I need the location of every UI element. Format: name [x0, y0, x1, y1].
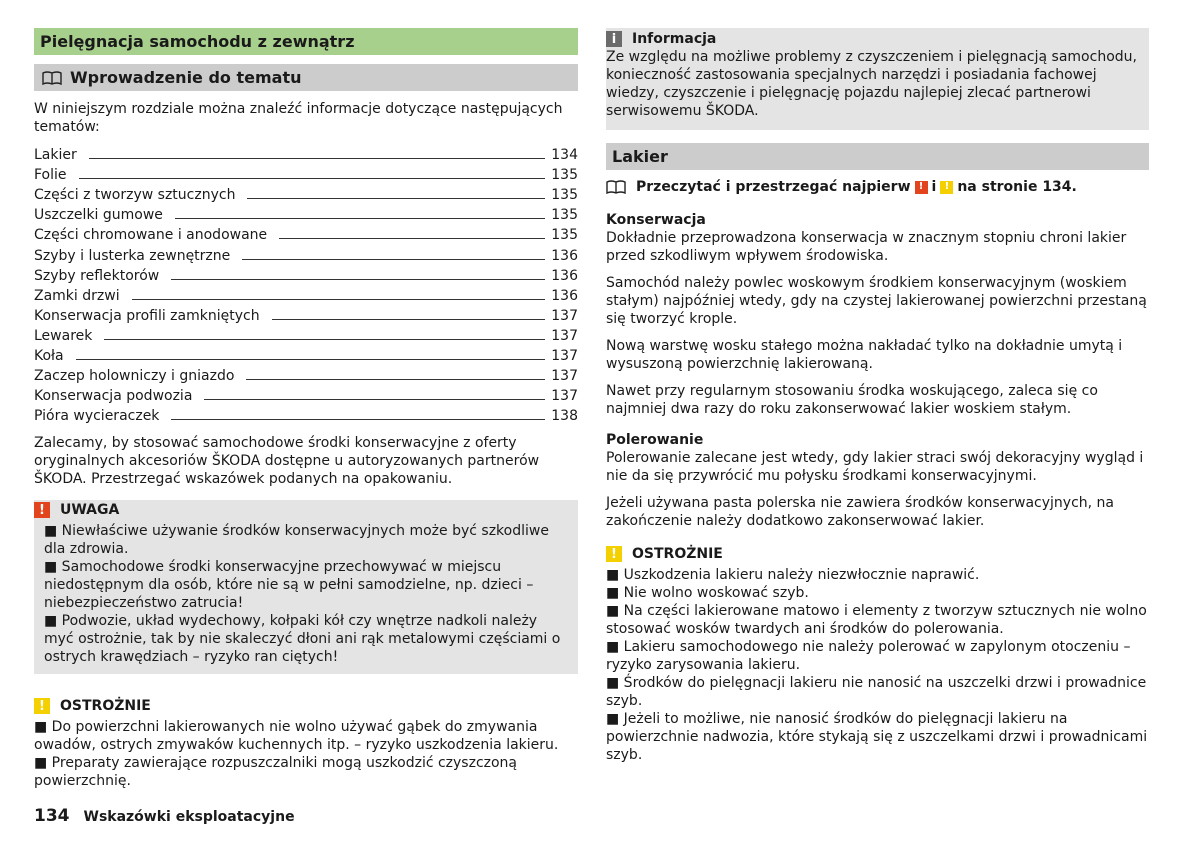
page-number: 134 — [34, 806, 70, 826]
recommend-text: Zalecamy, by stosować samochodowe środki konserwacyjne z oferty oryginalnych akcesoriów ŠKODA dostępne u autoryzowanych partnerów ŠKODA. Przestrzegać wskazówek podanych na opakowaniu. — [34, 435, 540, 488]
toc-page: 137 — [551, 348, 578, 365]
toc-page: 137 — [551, 368, 578, 385]
toc-page: 137 — [551, 307, 578, 324]
info-title: Informacja — [632, 31, 717, 47]
warning-header — [34, 500, 578, 520]
warning-title: UWAGA — [60, 502, 120, 519]
left-column — [34, 28, 578, 790]
warning-item: ■ Podwozie, układ wydechowy, kołpaki kół czy wnętrze nadkoli należy myć ostrożnie, tak by nie skaleczyć dłoni ani rąk metalowymi częściami o ostrych krawędziach – ryzyko ran ciętych! — [44, 613, 561, 666]
section-title-bar — [34, 28, 578, 55]
toc-row — [34, 285, 578, 305]
toc-row — [34, 365, 578, 385]
toc-label: Uszczelki gumowe — [34, 207, 163, 224]
toc-label: Pióra wycieraczek — [34, 408, 160, 425]
polerowanie-title: Polerowanie — [606, 432, 704, 448]
toc-row — [34, 164, 578, 184]
caution-block — [34, 696, 578, 790]
intro-text: W niniejszym rozdziale można znaleźć informacje dotyczące następujących tematów: — [34, 101, 563, 135]
toc-row — [34, 244, 578, 264]
caution-item: ■ Lakieru samochodowego nie należy polerować w zapylonym otoczeniu – ryzyko zarysowania lakieru. — [606, 639, 1131, 673]
toc-row — [34, 405, 578, 425]
caution-header — [606, 544, 1149, 564]
toc-page: 134 — [551, 147, 578, 164]
toc-leader-line — [247, 198, 545, 199]
toc-page: 135 — [551, 207, 578, 224]
toc-leader-line — [89, 158, 546, 159]
toc-label: Części chromowane i anodowane — [34, 227, 268, 244]
warning-icon: ! — [34, 502, 50, 518]
caution-item: ■ Środków do pielęgnacji lakieru nie nanosić na uszczelki drzwi i prowadnice szyb. — [606, 675, 1147, 709]
warning-item: ■ Samochodowe środki konserwacyjne przechowywać w miejscu niedostępnym dla osób, które nie są w pełni samodzielne, np. dzieci – niebezpieczeństwo zatrucia! — [44, 559, 534, 612]
book-icon — [42, 71, 62, 85]
footer-section: Wskazówki eksploatacyjne — [83, 809, 295, 825]
caution-header — [34, 696, 578, 716]
read-first-note — [606, 178, 1149, 196]
toc-leader-line — [104, 339, 545, 340]
toc-leader-line — [204, 399, 545, 400]
konserwacja-p4: Nawet przy regularnym stosowaniu środka woskującego, zaleca się co najmniej dwa razy do roku zakonserwować lakier woskiem stałym. — [606, 383, 1098, 417]
caution-item: ■ Jeżeli to możliwe, nie nanosić środków do pielęgnacji lakieru na powierzchnie nadwozia, które stykają się z uszczelkami drzwi i prowadnicami szyb. — [606, 711, 1148, 763]
toc-label: Zaczep holowniczy i gniazdo — [34, 368, 235, 385]
konserwacja-p1: Dokładnie przeprowadzona konserwacja w znacznym stopniu chroni lakier przed szkodliwym wpływem środowiska. — [606, 230, 1127, 264]
polerowanie-p1: Polerowanie zalecane jest wtedy, gdy lakier straci swój dekoracyjny wygląd i nie da się przywrócić mu połysku środkami konserwacyjnymi. — [606, 450, 1144, 484]
toc-page: 135 — [551, 167, 578, 184]
caution-title: OSTROŻNIE — [632, 546, 723, 562]
toc-leader-line — [272, 319, 546, 320]
caution-icon: ! — [34, 698, 50, 714]
toc-label: Lakier — [34, 147, 77, 164]
read-first-mid: i — [931, 179, 937, 195]
caution-item: ■ Nie wolno woskować szyb. — [606, 585, 809, 601]
toc-row — [34, 345, 578, 365]
polerowanie-p2: Jeżeli używana pasta polerska nie zawiera środków konserwacyjnych, na zakończenie należy dodatkowo zakonserwować lakier. — [606, 495, 1114, 529]
toc-leader-line — [279, 238, 545, 239]
lakier-title: Lakier — [612, 147, 668, 166]
read-first-after: na stronie 134. — [957, 179, 1077, 195]
konserwacja-p3: Nową warstwę wosku stałego można nakładać tylko na dokładnie umytą i wysuszoną powierzchnię lakierowaną. — [606, 338, 1123, 372]
konserwacja-title: Konserwacja — [606, 212, 706, 228]
toc-page: 136 — [551, 287, 578, 304]
konserwacja-p2: Samochód należy powlec woskowym środkiem konserwacyjnym (woskiem stałym) najpóźniej wtedy, gdy na czystej lakierowanej powierzchni przestaną się tworzyć krople. — [606, 275, 1147, 327]
toc-leader-line — [171, 419, 545, 420]
toc-page: 137 — [551, 388, 578, 405]
toc-leader-line — [76, 359, 546, 360]
toc-row — [34, 325, 578, 345]
info-header — [606, 30, 1149, 48]
toc-row — [34, 224, 578, 244]
toc-leader-line — [246, 379, 545, 380]
toc-label: Szyby reflektorów — [34, 267, 160, 284]
intro-title: Wprowadzenie do tematu — [70, 68, 302, 87]
toc-row — [34, 204, 578, 224]
toc-label: Części z tworzyw sztucznych — [34, 187, 236, 204]
caution-item: ■ Uszkodzenia lakieru należy niezwłocznie naprawić. — [606, 567, 980, 583]
toc-leader-line — [171, 279, 545, 280]
toc-row — [34, 184, 578, 204]
section-title: Pielęgnacja samochodu z zewnątrz — [40, 32, 355, 51]
toc-row — [34, 305, 578, 325]
toc-leader-line — [242, 259, 545, 260]
read-first-before: Przeczytać i przestrzegać najpierw — [636, 179, 911, 195]
toc-label: Koła — [34, 348, 64, 365]
toc-label: Konserwacja podwozia — [34, 388, 193, 405]
info-box — [606, 28, 1149, 130]
caution-icon: ! — [606, 546, 622, 562]
toc-label: Lewarek — [34, 327, 93, 344]
toc-leader-line — [132, 299, 546, 300]
intro-title-bar — [34, 64, 578, 91]
toc-page: 136 — [551, 267, 578, 284]
page-footer — [34, 806, 295, 826]
toc-page: 137 — [551, 327, 578, 344]
warning-box — [34, 500, 578, 674]
info-text: Ze względu na możliwe problemy z czyszczeniem i pielęgnacją samochodu, konieczność zastosowania specjalnych narzędzi i posiadania fachowej wiedzy, czyszczenie i pielęgnację pojazdu najlepiej zlecać partnerowi serwisowemu ŠKODA. — [606, 49, 1137, 119]
toc-page: 135 — [551, 187, 578, 204]
toc-leader-line — [79, 178, 546, 179]
toc-page: 136 — [551, 247, 578, 264]
lakier-caution-block — [606, 544, 1149, 764]
toc-label: Szyby i lusterka zewnętrzne — [34, 247, 231, 264]
toc-label: Konserwacja profili zamkniętych — [34, 307, 260, 324]
toc-label: Zamki drzwi — [34, 287, 120, 304]
warning-item: ■ Niewłaściwe używanie środków konserwacyjnych może być szkodliwe dla zdrowia. — [44, 523, 549, 558]
toc-row — [34, 144, 578, 164]
toc-page: 135 — [551, 227, 578, 244]
table-of-contents — [34, 144, 578, 425]
warning-ref-icon: ! — [915, 181, 928, 194]
book-icon — [606, 180, 626, 194]
toc-row — [34, 385, 578, 405]
toc-page: 138 — [551, 408, 578, 425]
lakier-title-bar — [606, 143, 1149, 170]
toc-row — [34, 265, 578, 285]
info-icon: i — [606, 31, 622, 47]
caution-ref-icon: ! — [940, 181, 953, 194]
caution-item: ■ Na części lakierowane matowo i elementy z tworzyw sztucznych nie wolno stosować wosków twardych ani środków do polerowania. — [606, 603, 1147, 637]
toc-label: Folie — [34, 167, 67, 184]
caution-item: ■ Preparaty zawierające rozpuszczalniki mogą uszkodzić czyszczoną powierzchnię. — [34, 755, 518, 790]
right-column — [606, 28, 1149, 764]
caution-title: OSTROŻNIE — [60, 698, 151, 715]
caution-item: ■ Do powierzchni lakierowanych nie wolno używać gąbek do zmywania owadów, ostrych zmywaków kuchennych itp. – ryzyko uszkodzenia lakieru. — [34, 719, 559, 754]
toc-leader-line — [175, 218, 545, 219]
